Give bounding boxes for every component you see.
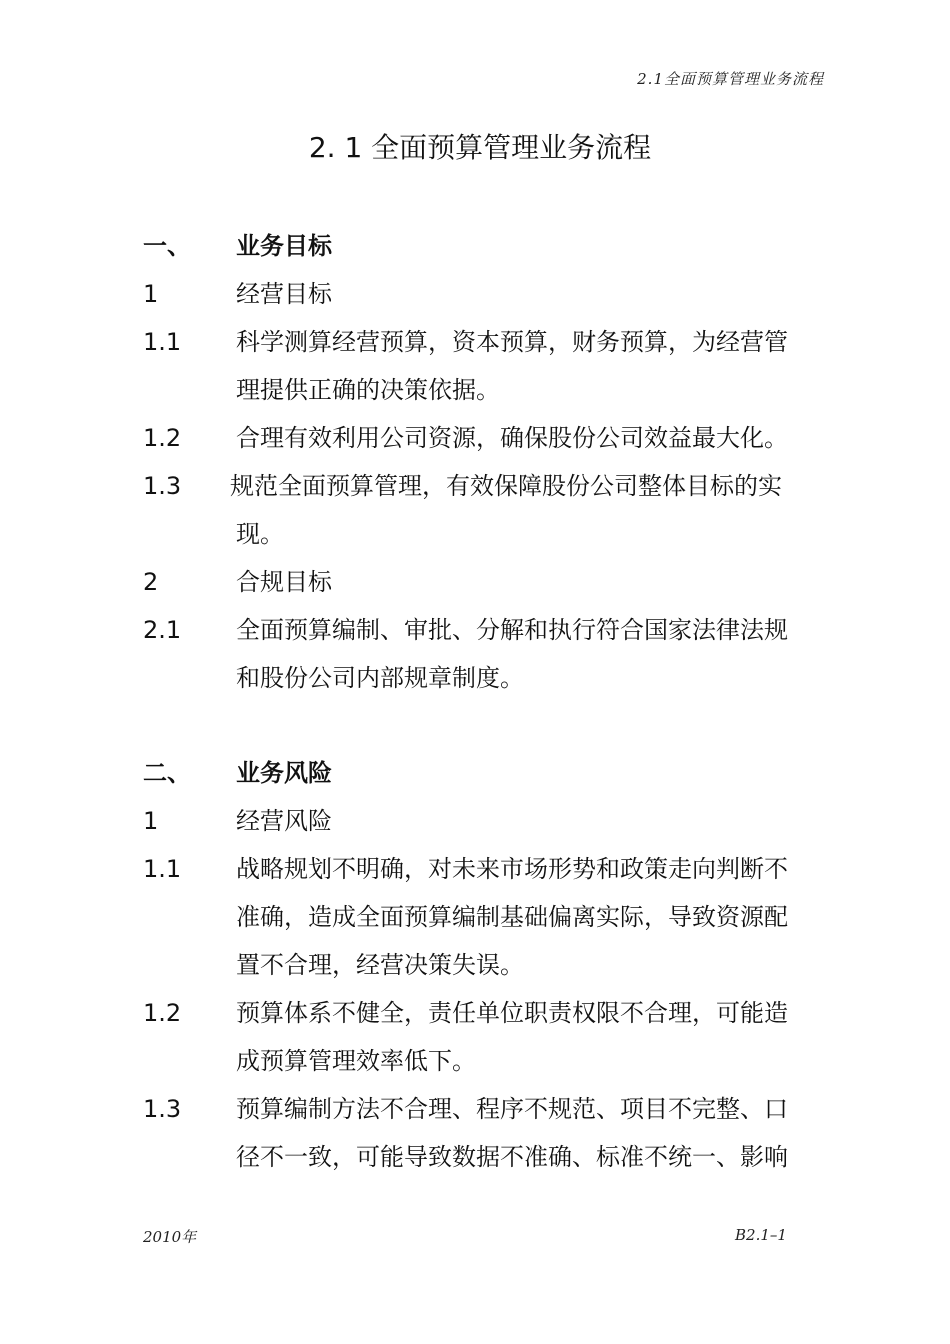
item-number: 1.1	[143, 328, 182, 356]
item-text	[236, 606, 820, 702]
section-title: 业务风险	[236, 759, 332, 787]
text-line: 合理有效利用公司资源，确保股份公司效益最大化。	[236, 424, 788, 452]
section-title: 业务目标	[236, 232, 332, 260]
item-number: 2.1	[143, 616, 182, 644]
item-number: 1.3	[143, 472, 182, 500]
item-text	[236, 845, 820, 989]
text-line: 预算编制方法不合理、程序不规范、项目不完整、口	[236, 1095, 788, 1123]
item-text	[236, 1085, 820, 1181]
text-line: 规范全面预算管理，有效保障股份公司整体目标的实	[230, 472, 782, 500]
text-line: 科学测算经营预算，资本预算，财务预算，为经营管	[236, 328, 788, 356]
text-line: 和股份公司内部规章制度。	[236, 664, 524, 692]
item-number: 1.3	[143, 1095, 182, 1123]
document-title: 2. 1 全面预算管理业务流程	[308, 131, 652, 164]
text-line: 径不一致，可能导致数据不准确、标准不统一、影响	[236, 1143, 788, 1171]
item-number: 1.1	[143, 855, 182, 883]
item-text: 经营目标	[236, 280, 332, 308]
text-line: 成预算管理效率低下。	[236, 1047, 476, 1075]
text-line: 预算体系不健全，责任单位职责权限不合理，可能造	[236, 999, 788, 1027]
footer-year: 2010年	[143, 1228, 197, 1246]
item-number: 2	[143, 568, 159, 596]
item-text	[236, 414, 820, 462]
text-line: 全面预算编制、审批、分解和执行符合国家法律法规	[236, 616, 788, 644]
text-line: 战略规划不明确，对未来市场形势和政策走向判断不	[236, 855, 788, 883]
text-line: 置不合理，经营决策失误。	[236, 951, 524, 979]
item-number: 1	[143, 807, 159, 835]
item-text: 合规目标	[236, 568, 332, 596]
item-number: 1	[143, 280, 159, 308]
item-number: 1.2	[143, 424, 182, 452]
item-text: 经营风险	[236, 807, 332, 835]
item-text	[236, 318, 820, 414]
running-header: 2.1全面预算管理业务流程	[637, 70, 824, 88]
footer-page-code: B2.1–1	[735, 1226, 787, 1244]
item-text	[236, 989, 820, 1085]
text-line: 现。	[236, 520, 284, 548]
text-line: 准确，造成全面预算编制基础偏离实际，导致资源配	[236, 903, 788, 931]
section-number: 二、	[143, 759, 191, 787]
item-text	[230, 462, 820, 558]
text-line: 理提供正确的决策依据。	[236, 376, 500, 404]
item-number: 1.2	[143, 999, 182, 1027]
section-number: 一、	[143, 232, 191, 260]
